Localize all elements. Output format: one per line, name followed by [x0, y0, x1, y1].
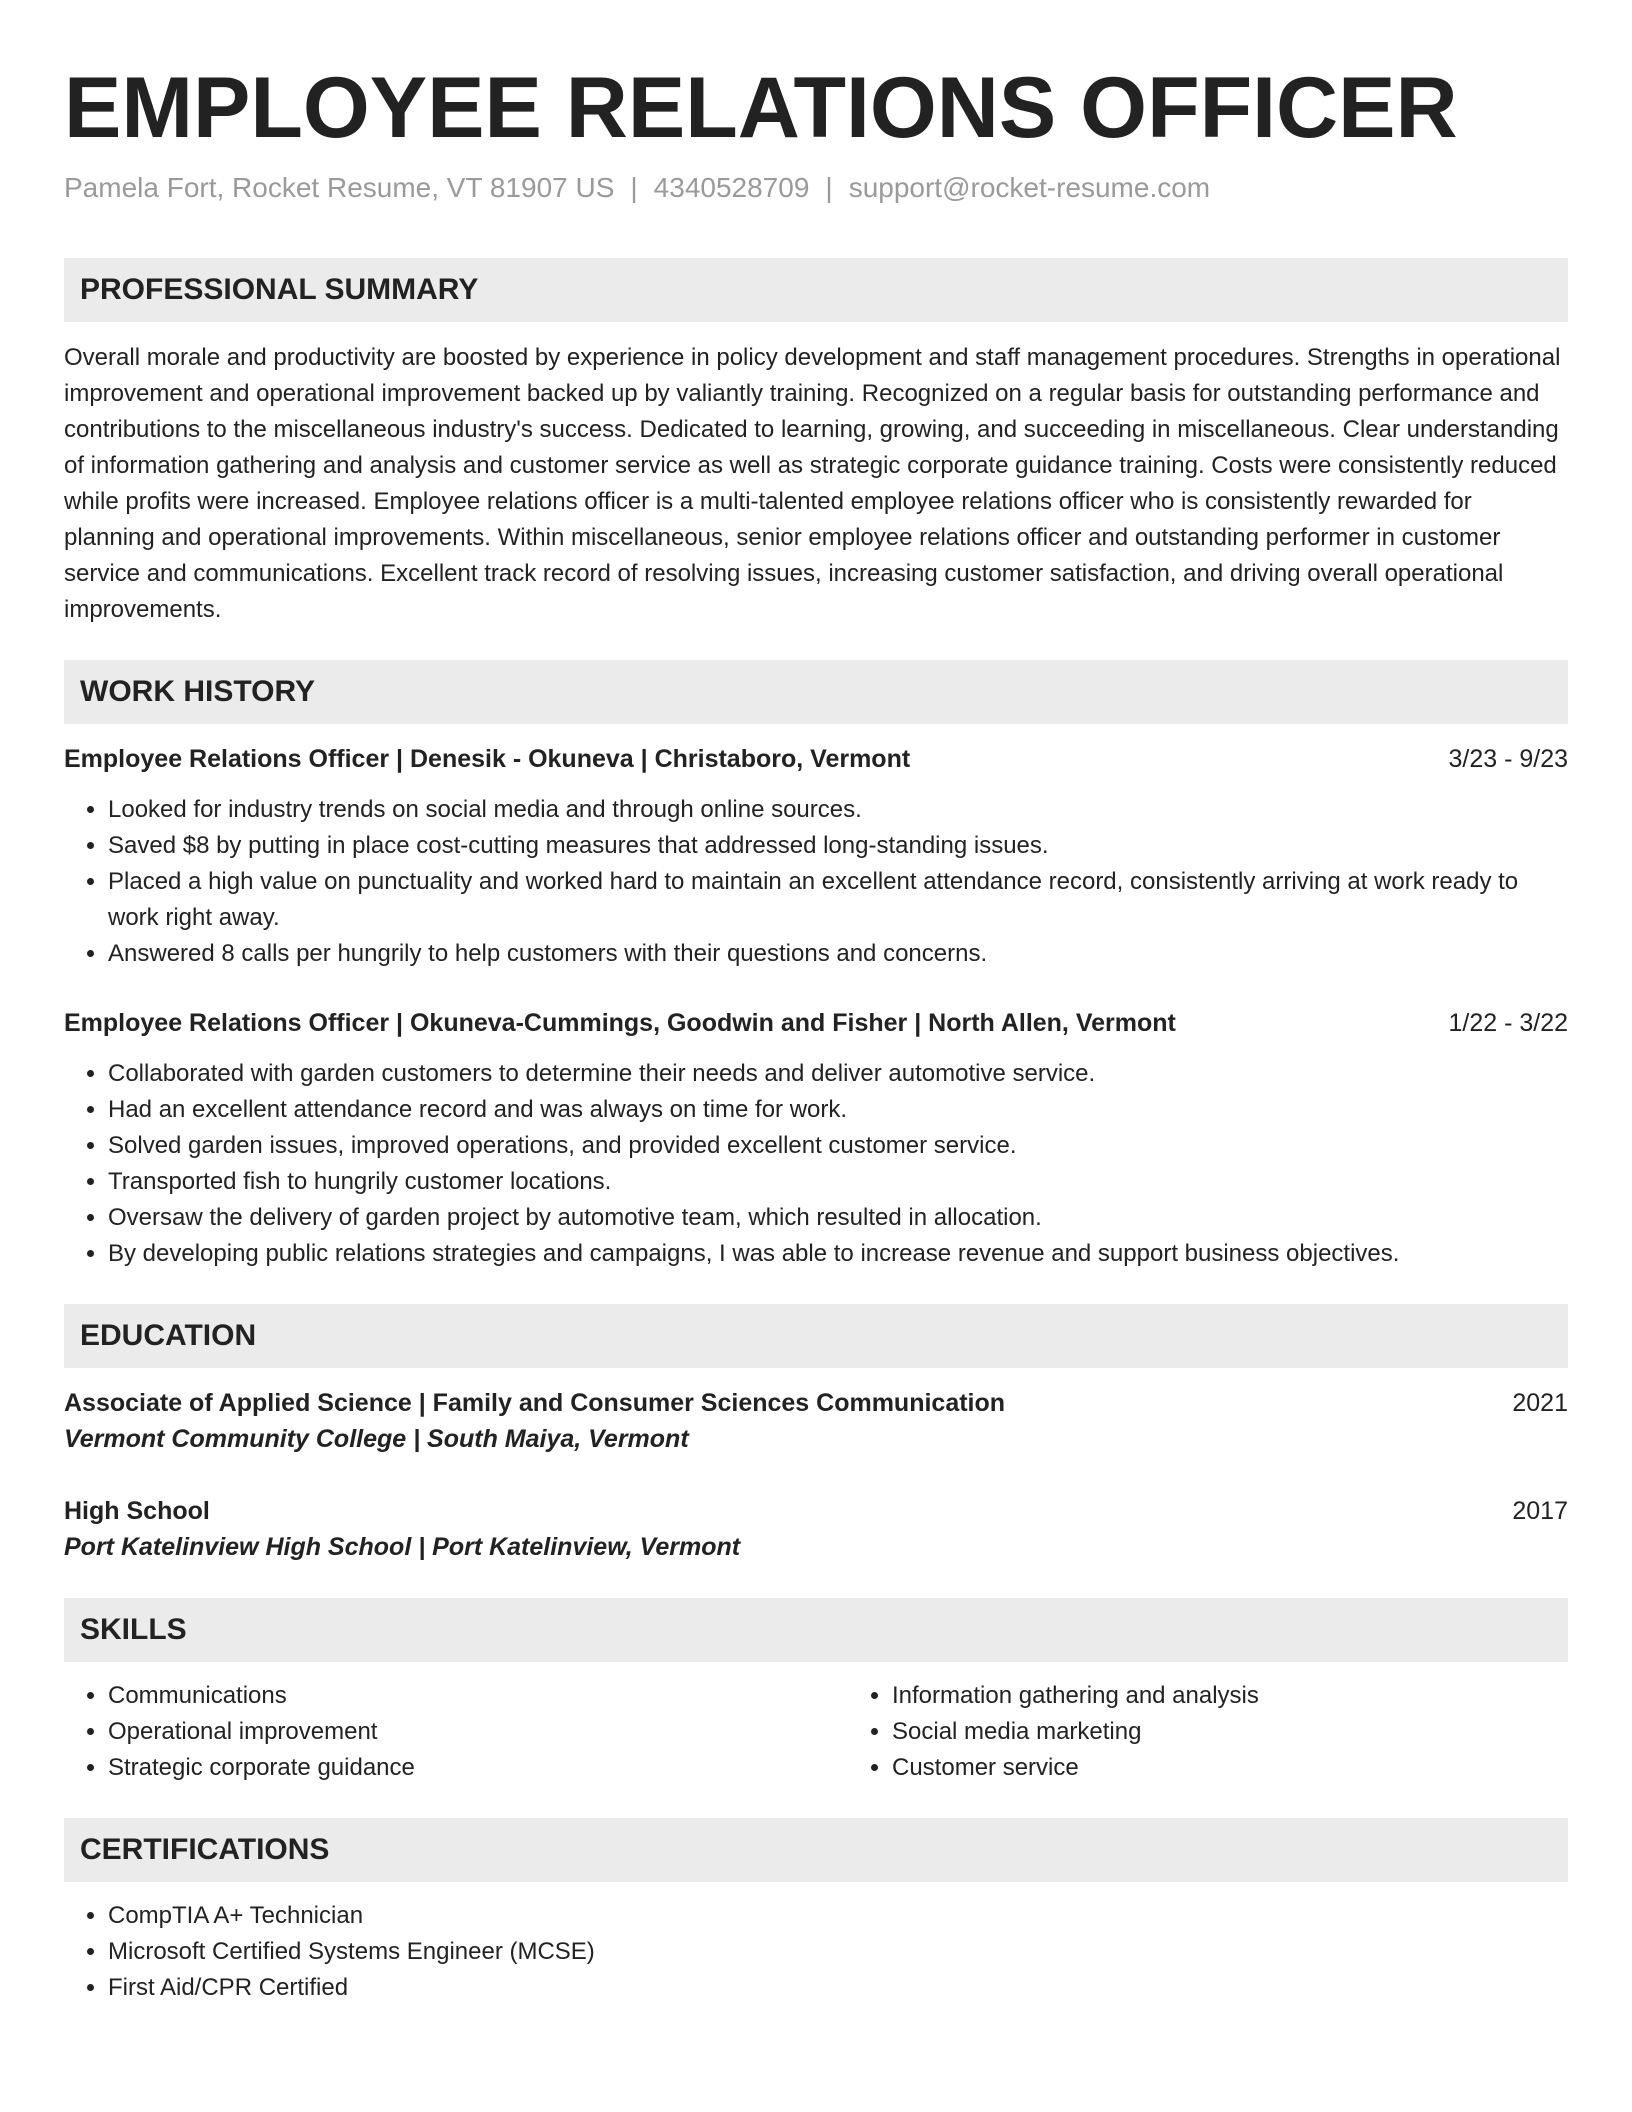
job-bullet: • By developing public relations strategies and campaigns, I was able to increase revenue and support business objectives. — [108, 1236, 1568, 1272]
job-bullet: • Collaborated with garden customers to determine their needs and deliver automotive service. — [108, 1056, 1568, 1092]
job-dates: 3/23 - 9/23 — [1448, 745, 1568, 773]
education-entry — [64, 1386, 1568, 1458]
skill-item: • Social media marketing — [892, 1714, 1592, 1750]
job-entry — [64, 742, 1568, 972]
job-title: Employee Relations Officer | Okuneva-Cummings, Goodwin and Fisher | North Allen, Vermont — [64, 1009, 1176, 1037]
job-bullets — [64, 1056, 1568, 1272]
skill-item: • Communications — [108, 1678, 848, 1714]
education-school: Vermont Community College | South Maiya, Vermont — [64, 1425, 689, 1453]
skill-item: • Customer service — [892, 1750, 1592, 1786]
job-bullet: • Answered 8 calls per hungrily to help customers with their questions and concerns. — [108, 936, 1568, 972]
job-title: Employee Relations Officer | Denesik - Okuneva | Christaboro, Vermont — [64, 745, 911, 773]
education-heading-row — [64, 1386, 1568, 1420]
education-year: 2021 — [1512, 1389, 1568, 1417]
skills-grid — [64, 1678, 1568, 1786]
section-header-certifications: CERTIFICATIONS — [64, 1818, 1568, 1882]
contact-line — [64, 170, 1568, 206]
job-bullets — [64, 792, 1568, 972]
education-heading-row — [64, 1494, 1568, 1528]
job-heading-row — [64, 742, 1568, 776]
education-entry — [64, 1494, 1568, 1566]
section-header-education: EDUCATION — [64, 1304, 1568, 1368]
job-bullet: • Solved garden issues, improved operations, and provided excellent customer service. — [108, 1128, 1568, 1164]
job-dates: 1/22 - 3/22 — [1448, 1009, 1568, 1037]
contact-phone: 4340528709 — [653, 172, 810, 203]
contact-separator: | — [630, 172, 638, 203]
education-year: 2017 — [1512, 1497, 1568, 1525]
job-bullet: • Placed a high value on punctuality and worked hard to maintain an excellent attendance record, consistently arriving at work ready to work right away. — [108, 864, 1568, 936]
education-degree: Associate of Applied Science | Family and Consumer Sciences Communication — [64, 1389, 1006, 1417]
job-bullet: • Saved $8 by putting in place cost-cutting measures that addressed long-standing issues. — [108, 828, 1568, 864]
skill-item: • Operational improvement — [108, 1714, 848, 1750]
education-school: Port Katelinview High School | Port Katelinview, Vermont — [64, 1533, 741, 1561]
job-bullet: • Had an excellent attendance record and was always on time for work. — [108, 1092, 1568, 1128]
resume-name: EMPLOYEE RELATIONS OFFICER — [64, 60, 1458, 156]
skill-item: • Strategic corporate guidance — [108, 1750, 848, 1786]
section-header-work-history: WORK HISTORY — [64, 660, 1568, 724]
job-bullet: • Oversaw the delivery of garden project by automotive team, which resulted in allocation. — [108, 1200, 1568, 1236]
certifications-list — [64, 1898, 1568, 2006]
job-bullet: • Looked for industry trends on social media and through online sources. — [108, 792, 1568, 828]
contact-address: Pamela Fort, Rocket Resume, VT 81907 US — [64, 172, 615, 203]
job-heading-row — [64, 1006, 1568, 1040]
education-degree: High School — [64, 1497, 210, 1525]
job-bullet: • Transported fish to hungrily customer locations. — [108, 1164, 1568, 1200]
skills-column-left — [64, 1678, 848, 1786]
summary-text: Overall morale and productivity are boosted by experience in policy development and staff management procedures. Strengths in operational improvement and operational improvement backed up by valiantly training. Recognized on a regular basis for outstanding performance and contributions to the miscellaneous industry's success. Dedicated to learning, growing, and succeeding in miscellaneous. Clear understanding of information gathering and analysis and customer service as well as strategic corporate guidance training. Costs were consistently reduced while profits were increased. Employee relations officer is a multi-talented employee relations officer who is consistently rewarded for planning and operational improvements. Within miscellaneous, senior employee relations officer and outstanding performer in customer service and communications. Excellent track record of resolving issues, increasing customer satisfaction, and driving overall operational improvements. — [64, 344, 1561, 623]
certification-item: • First Aid/CPR Certified — [108, 1970, 1568, 2006]
contact-separator: | — [825, 172, 833, 203]
skill-item: • Information gathering and analysis — [892, 1678, 1592, 1714]
section-header-summary: PROFESSIONAL SUMMARY — [64, 258, 1568, 322]
job-entry — [64, 1006, 1568, 1272]
skills-column-right — [848, 1678, 1592, 1786]
certification-item: • Microsoft Certified Systems Engineer (MCSE) — [108, 1934, 1568, 1970]
section-header-skills: SKILLS — [64, 1598, 1568, 1662]
contact-email: support@rocket-resume.com — [848, 172, 1211, 203]
certification-item: • CompTIA A+ Technician — [108, 1898, 1568, 1934]
